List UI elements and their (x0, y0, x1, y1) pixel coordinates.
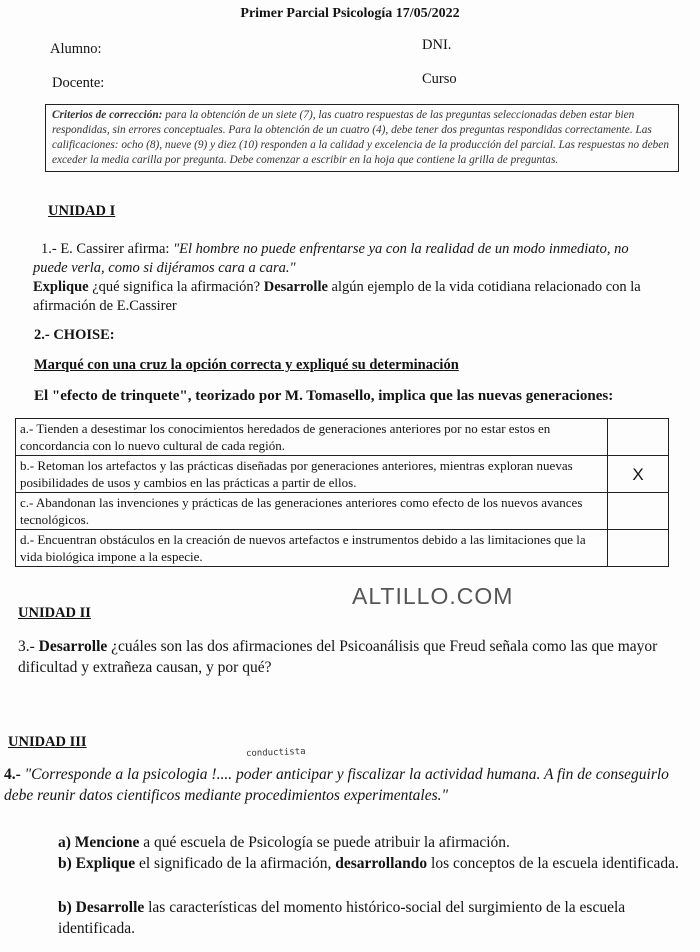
item-text: el significado de la afirmación, (135, 855, 336, 872)
item-label: b) (58, 899, 76, 916)
curso-label: Curso (422, 71, 457, 87)
option-text: c.- Abandonan las invenciones y prácticas de las generaciones anteriores como efecto de los nuevos avances tecnológicos. (16, 493, 608, 530)
criteria-text: para la obtención de un siete (7), las cuatro respuestas de las preguntas seleccionadas deben estar bien respondidas, sin errores conceptuales. Para la obtención de un cuatro (4), debe tener dos preguntas respondidas correctamente. Las calificaciones: ocho (8), nueve (9) y diez (10) responden a la calidad y excelencia de la producción del parcial. Las respuestas no deben exceder la media carilla por pregunta. Debe comenzar a escribir en la hoja que contiene la grilla de preguntas. (52, 109, 669, 166)
q1-end: algún ejemplo de la vida cotidiana relacionado con la afirmación de E.Cassirer (33, 279, 641, 314)
question-2-heading: 2.- CHOISE: (34, 327, 115, 343)
unidad-3-heading: UNIDAD III (8, 734, 87, 750)
option-checkbox[interactable] (608, 493, 669, 530)
q3-desarrolle: Desarrolle (38, 638, 108, 655)
item-label: a) (58, 834, 75, 851)
choice-table (15, 418, 669, 567)
handwritten-annotation: conductista (245, 746, 306, 760)
q4-quote: "Corresponde a la psicologia !.... poder anticipar y fiscalizar la actividad humana. A fin de conseguirlo debe reunir datos cientificos mediante procedimientos experimentales." (4, 766, 669, 804)
grading-criteria-box (45, 104, 679, 172)
q1-explique: Explique (33, 279, 89, 295)
option-checkbox[interactable] (608, 530, 669, 567)
question-4-item-a (58, 832, 683, 853)
item-text: a qué escuela de Psicología se puede atribuir la afirmación. (139, 834, 510, 851)
q1-quote: "El hombre no puede enfrentarse ya con la realidad de un modo inmediato, no puede verla, como si dijéramos cara a cara." (33, 241, 629, 276)
q1-desarrolle: Desarrolle (263, 279, 328, 295)
q1-mid: ¿qué significa la afirmación? (88, 279, 264, 295)
q4-prefix: 4.- (4, 766, 25, 783)
item-text: las características del momento histórico-social del surgimiento de la escuela identificada. (58, 899, 626, 937)
question-4-item-c (58, 897, 683, 939)
item-verb: Explique (75, 855, 136, 872)
option-checkbox[interactable] (608, 419, 669, 456)
watermark: ALTILLO.COM (352, 583, 514, 609)
item-text: los conceptos de la escuela identificada. (427, 855, 679, 872)
exam-title: Primer Parcial Psicología 17/05/2022 (240, 6, 460, 21)
question-4 (4, 764, 694, 806)
q3-text: ¿cuáles son las dos afirmaciones del Psicoanálisis que Freud señala como las que mayor dificultad y extrañeza causan, y por qué? (18, 638, 658, 676)
q3-prefix: 3.- (18, 638, 39, 655)
item-verb: Desarrolle (75, 899, 145, 916)
item-label: b) (58, 855, 76, 872)
option-row-a (16, 419, 669, 456)
unidad-2-heading: UNIDAD II (18, 605, 91, 621)
option-row-d (16, 530, 669, 567)
unidad-1-heading: UNIDAD I (48, 203, 116, 219)
question-4-item-b (58, 853, 683, 874)
criteria-lead: Criterios de corrección: (52, 109, 163, 121)
question-2-instruction: Marqué con una cruz la opción correcta y expliqué su determinación (34, 357, 459, 373)
dni-label: DNI. (422, 37, 452, 53)
option-text: b.- Retoman los artefactos y las prácticas diseñadas por generaciones anteriores, mientras exploran nuevas posibilidades de usos y cambios en las prácticas a partir de ellos. (16, 456, 608, 493)
item-verb: desarrollando (335, 855, 428, 872)
question-3 (18, 636, 683, 678)
option-text: a.- Tienden a desestimar los conocimientos heredados de generaciones anteriores por no estar estos en concordancia con lo nuevo cultural de cada región. (16, 419, 608, 456)
question-2-stem: El "efecto de trinquete", teorizado por M. Tomasello, implica que las nuevas generaciones: (34, 388, 614, 404)
alumno-label: Alumno: (50, 41, 102, 57)
option-row-b (16, 456, 669, 493)
q1-prefix: 1.- E. Cassirer afirma: (41, 241, 174, 257)
question-1 (33, 240, 663, 316)
docente-label: Docente: (52, 75, 105, 91)
option-checkbox[interactable]: X (608, 456, 669, 493)
option-row-c (16, 493, 669, 530)
option-text: d.- Encuentran obstáculos en la creación de nuevos artefactos e instrumentos debido a las limitaciones que la vida biológica impone a la especie. (16, 530, 608, 567)
item-verb: Mencione (74, 834, 140, 851)
